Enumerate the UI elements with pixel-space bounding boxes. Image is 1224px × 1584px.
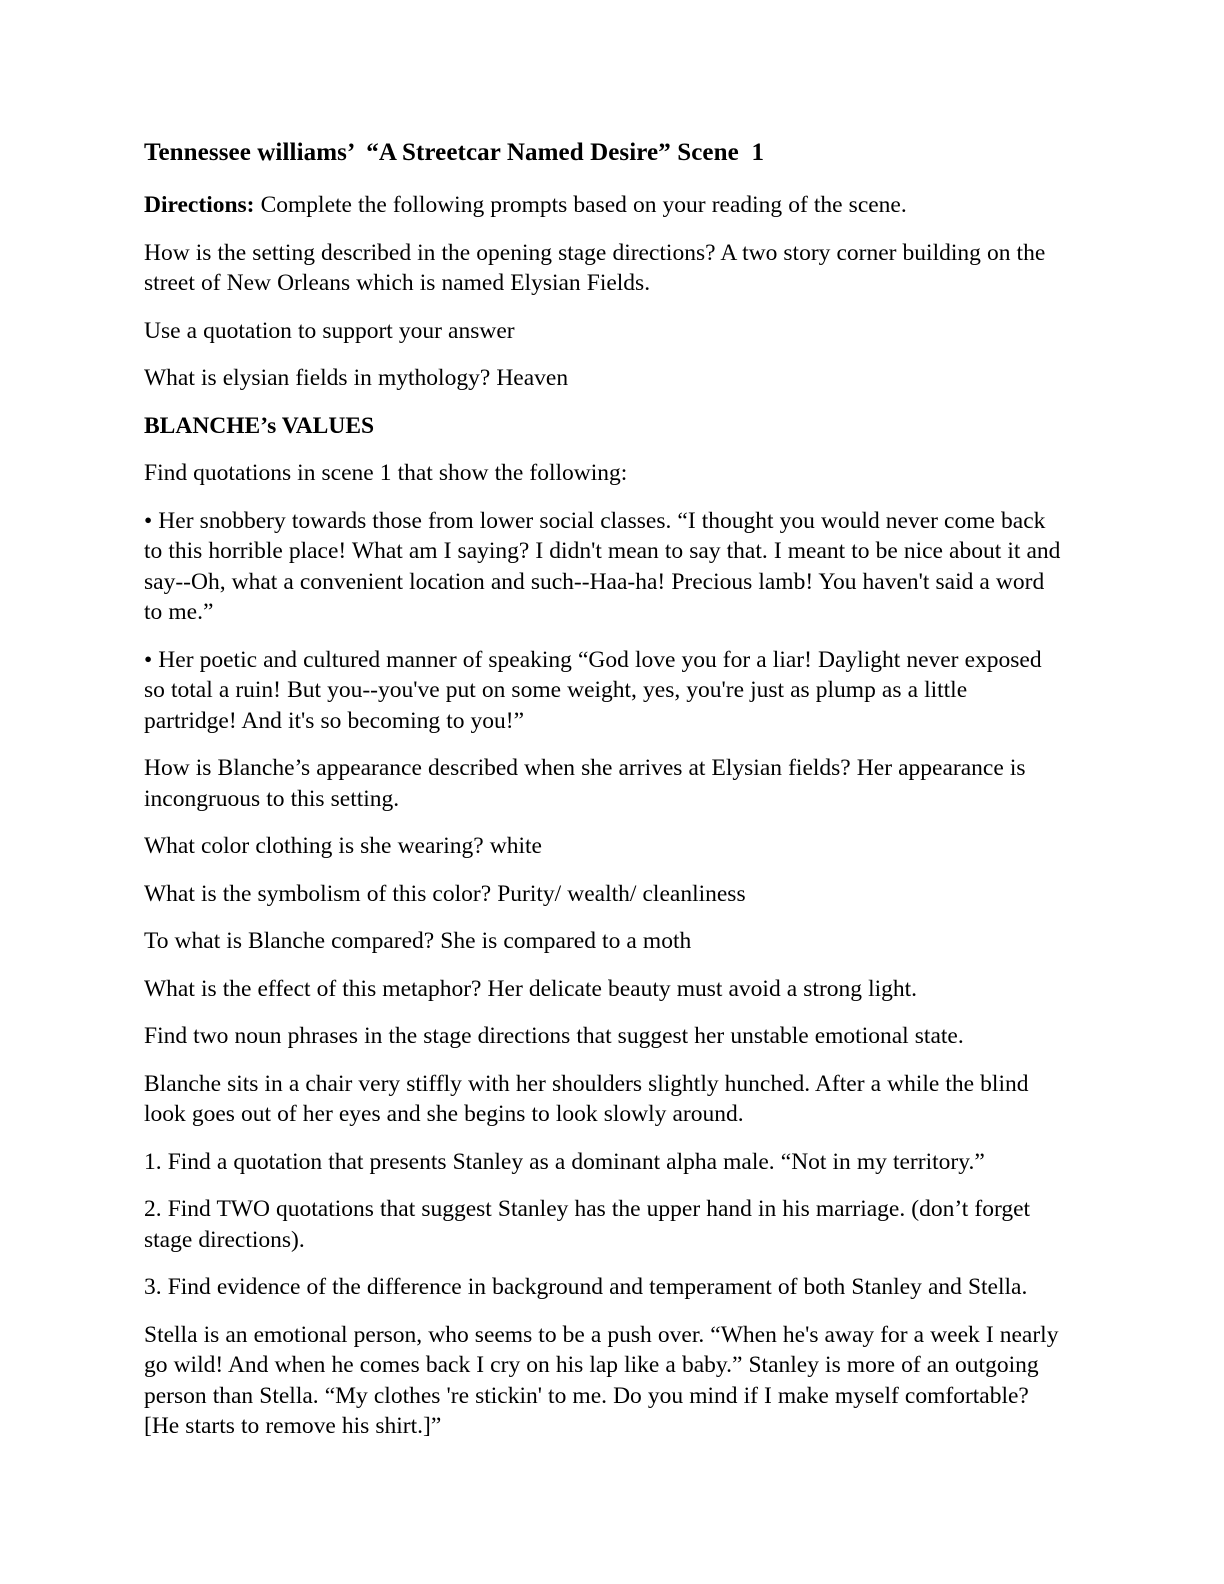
bullet-snobbery: • Her snobbery towards those from lower social classes. “I thought you would never come back to this horrible place! What am I saying? I didn't mean to say that. I meant to be nice about it and say--Oh, what a convenient location and such--Haa-ha! Precious lamb! You haven't said a word to me.” — [144, 507, 1067, 625]
quotation-prompt: Use a quotation to support your answer — [144, 317, 515, 344]
blanche-comparison-question: To what is Blanche compared? She is compared to a moth — [144, 928, 692, 954]
setting-question: How is the setting described in the opening stage directions? A two story corner building on the street of New Orleans which is named Elysian Fields. — [144, 239, 1052, 296]
page-title: Tennessee williams’ “A Streetcar Named Desire” Scene 1 — [144, 139, 765, 166]
numbered-item-2: 2. Find TWO quotations that suggest Stanley has the upper hand in his marriage. (don’t forget stage directions). — [144, 1196, 1037, 1253]
stage-direction-answer: Blanche sits in a chair very stiffly with her shoulders slightly hunched. After a while the blind look goes out of her eyes and she begins to look slowly around. — [144, 1070, 1035, 1127]
noun-phrases-prompt: Find two noun phrases in the stage directions that suggest her unstable emotional state. — [144, 1023, 964, 1049]
bullet-poetic-manner: • Her poetic and cultured manner of speaking “God love you for a liar! Daylight never exposed so total a ruin! But you--you've put on some weight, yes, you're just as plump as a little partridge! And it's so becoming to you!” — [144, 646, 1048, 734]
blanche-appearance-question: How is Blanche’s appearance described when she arrives at Elysian fields? Her appearance is incongruous to this setting. — [144, 755, 1032, 812]
numbered-item-1: 1. Find a quotation that presents Stanley as a dominant alpha male. “Not in my territory.” — [144, 1148, 985, 1175]
clothing-color-question: What color clothing is she wearing? white — [144, 833, 542, 859]
directions-text: Complete the following prompts based on your reading of the scene. — [254, 192, 907, 218]
directions-label: Directions: — [144, 192, 255, 218]
numbered-item-3: 3. Find evidence of the difference in background and temperament of both Stanley and Stella. — [144, 1274, 1028, 1300]
blanche-values-heading: BLANCHE’s VALUES — [144, 412, 375, 439]
find-quotations-prompt: Find quotations in scene 1 that show the following: — [144, 460, 628, 486]
directions-paragraph — [144, 190, 1065, 221]
elysian-fields-mythology-question: What is elysian fields in mythology? Heaven — [144, 365, 569, 391]
stella-stanley-answer: Stella is an emotional person, who seems to be a push over. “When he's away for a week I nearly go wild! And when he comes back I cry on his lap like a baby.” Stanley is more of an outgoing person than Stella. “My clothes 're stickin' to me. Do you mind if I make myself comfortable? [He starts to remove his shirt.]” — [144, 1321, 1065, 1439]
metaphor-effect-question: What is the effect of this metaphor? Her delicate beauty must avoid a strong light. — [144, 975, 918, 1002]
color-symbolism-question: What is the symbolism of this color? Purity/ wealth/ cleanliness — [144, 880, 746, 907]
